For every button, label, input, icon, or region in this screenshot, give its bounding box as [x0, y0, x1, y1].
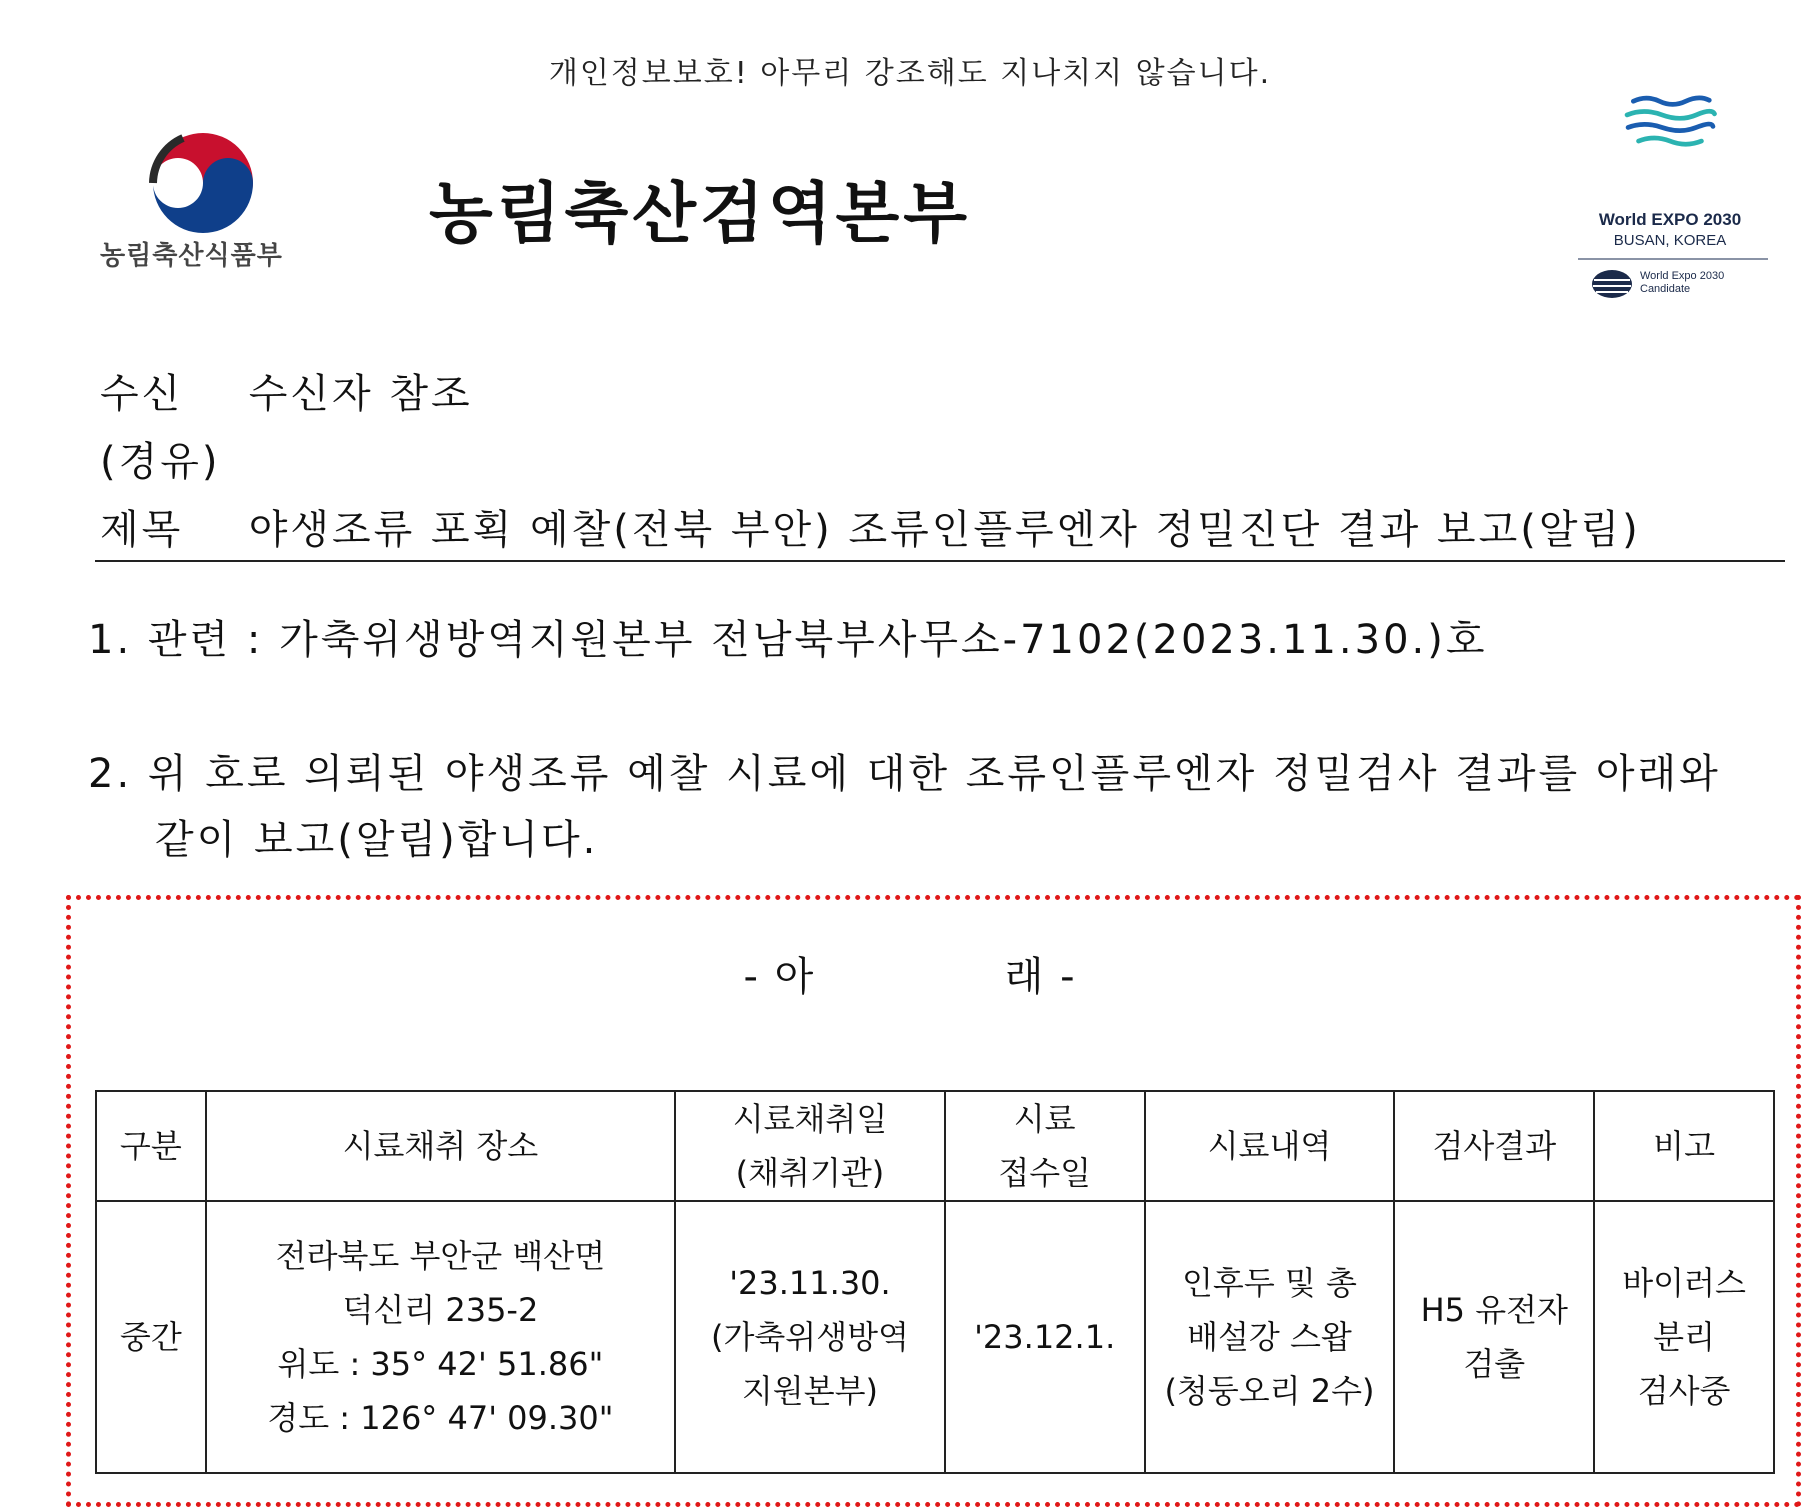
via-field: [100, 430, 221, 487]
sample-line2: 배설강 스왑: [1187, 1318, 1352, 1356]
location-longitude: 경도 : 126° 47' 09.30": [267, 1399, 614, 1437]
below-heading-right: 래 -: [1004, 954, 1077, 1000]
item-2-line-2: 같이 보고(알림)합니다.: [155, 817, 599, 863]
remarks-line2: 분리: [1653, 1318, 1715, 1356]
privacy-notice: 개인정보보호! 아무리 강조해도 지나치지 않습니다.: [548, 56, 1272, 91]
header-remarks: 비고: [1594, 1091, 1774, 1201]
collection-date: '23.11.30.: [729, 1264, 891, 1302]
recipient-label: 수신: [100, 371, 184, 417]
header-result: 검사결과: [1394, 1091, 1594, 1201]
collection-org-line1: (가축위생방역: [710, 1318, 909, 1356]
recipient-field: [100, 362, 473, 419]
cell-remarks: [1594, 1201, 1774, 1473]
subject-value: 야생조류 포획 예찰(전북 부안) 조류인플루엔자 정밀진단 결과 보고(알림): [248, 507, 1641, 553]
table-header-row: [96, 1091, 1774, 1201]
location-latitude: 위도 : 35° 42' 51.86": [277, 1345, 604, 1383]
expo-candidate-line2: Candidate: [1640, 283, 1691, 295]
ministry-name-logo-text: 농림축산식품부: [100, 241, 283, 271]
item-2-line-1: 2. 위 호로 의뢰된 야생조류 예찰 시료에 대한 조류인플루엔자 정밀검사 결과를 아래와: [88, 751, 1721, 797]
header-receipt-line2: 접수일: [998, 1154, 1092, 1192]
world-expo-logo: [1570, 95, 1770, 205]
remarks-line3: 검사중: [1637, 1372, 1731, 1410]
header-receipt-date: [945, 1091, 1145, 1201]
via-label: (경유): [100, 439, 221, 485]
cell-category: 중간: [96, 1201, 206, 1473]
collection-org-line2: 지원본부): [741, 1372, 879, 1410]
header-sample: 시료내역: [1145, 1091, 1395, 1201]
header-divider: [95, 560, 1785, 562]
recipient-value: 수신자 참조: [248, 371, 473, 417]
organization-title: 농림축산검역본부: [428, 175, 972, 252]
remarks-line1: 바이러스: [1622, 1264, 1746, 1302]
below-heading-left: - 아: [743, 954, 816, 1000]
location-line2: 덕신리 235-2: [342, 1291, 539, 1329]
expo-candidate-globe-icon: [1590, 268, 1634, 300]
header-location: 시료채취 장소: [206, 1091, 675, 1201]
cell-result: [1394, 1201, 1594, 1473]
cell-receipt-date: '23.12.1.: [945, 1201, 1145, 1473]
subject-label: 제목: [100, 507, 184, 553]
expo-candidate-text: [1640, 270, 1724, 296]
cell-collection-date: [675, 1201, 945, 1473]
location-line1: 전라북도 부안군 백산면: [275, 1237, 606, 1275]
header-receipt-line1: 시료: [1013, 1100, 1076, 1138]
cell-sample: [1145, 1201, 1395, 1473]
below-heading: [0, 945, 1820, 1002]
header-collection-date-line1: 시료채취일: [732, 1100, 888, 1138]
subject-field: [100, 498, 1641, 555]
expo-logo-location: BUSAN, KOREA: [1613, 232, 1727, 249]
expo-candidate-line1: World Expo 2030: [1640, 270, 1725, 282]
header-collection-date-line2: (채취기관): [735, 1154, 885, 1192]
table-row: [96, 1201, 1774, 1473]
header-category: 구분: [96, 1091, 206, 1201]
cell-location: [206, 1201, 675, 1473]
result-table: [95, 1090, 1775, 1474]
sample-line3: (청둥오리 2수): [1164, 1372, 1375, 1410]
result-line1: H5 유전자: [1420, 1291, 1568, 1329]
expo-logo-divider: [1578, 258, 1768, 260]
item-1-related: 1. 관련 : 가축위생방역지원본부 전남북부사무소-7102(2023.11.30.)호: [88, 617, 1488, 663]
header-collection-date: [675, 1091, 945, 1201]
expo-logo-name: World EXPO 2030: [1598, 210, 1742, 229]
result-line2: 검출: [1463, 1345, 1526, 1383]
sample-line1: 인후두 및 총: [1182, 1264, 1357, 1302]
